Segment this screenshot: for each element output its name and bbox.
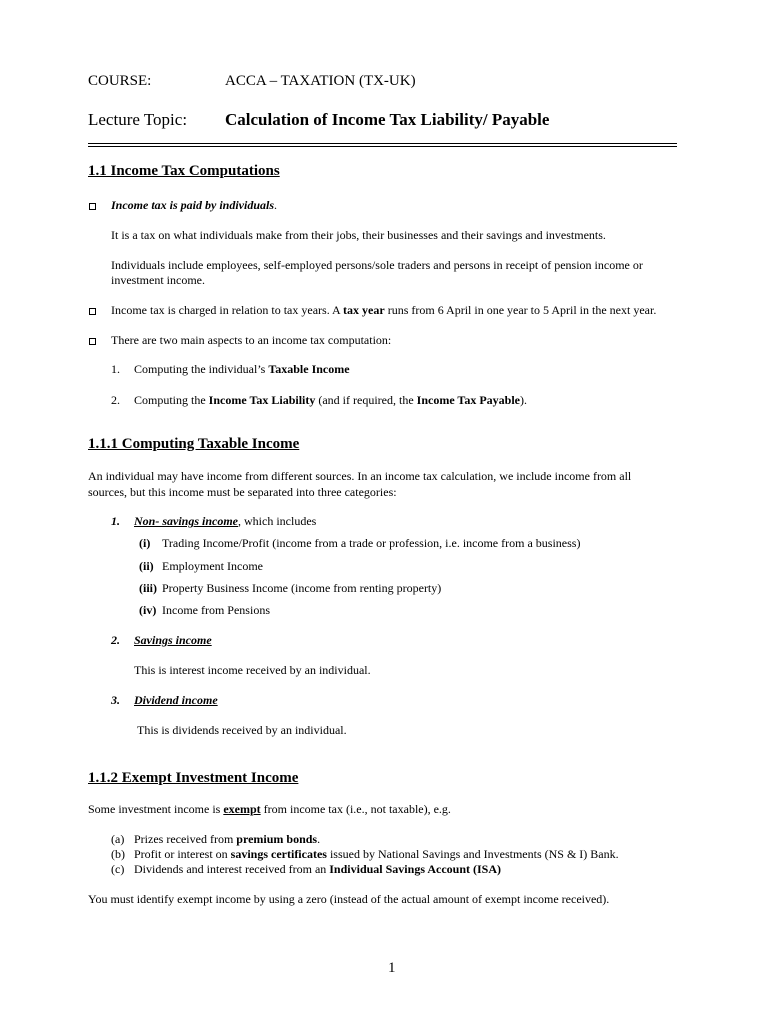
sub-item-employment-income: Employment Income xyxy=(162,559,263,573)
paragraph-sources-line2: sources, but this income must be separated into three categories: xyxy=(88,485,397,499)
category-number: 2. xyxy=(111,633,120,647)
savings-income-description: This is interest income received by an individual. xyxy=(134,663,371,677)
exempt-item-premium-bonds: Prizes received from premium bonds. xyxy=(134,832,321,846)
dividend-income-description: This is dividends received by an individual. xyxy=(137,723,347,737)
sub-item-number: (i) xyxy=(139,536,151,550)
category-non-savings-income: Non- savings income, which includes xyxy=(134,514,317,528)
paragraph-tax-definition: It is a tax on what individuals make from their jobs, their businesses and their savings and investments. xyxy=(111,228,606,242)
lecture-topic-value: Calculation of Income Tax Liability/ Payable xyxy=(225,110,550,129)
checkbox-bullet-icon xyxy=(89,338,96,345)
section-heading-computing-taxable-income: 1.1.1 Computing Taxable Income xyxy=(88,436,300,452)
paragraph-exempt-zero: You must identify exempt income by using a zero (instead of the actual amount of exempt income received). xyxy=(88,892,610,906)
exempt-item-letter: (c) xyxy=(111,862,125,876)
header-rule-bottom xyxy=(88,146,677,147)
exempt-item-letter: (b) xyxy=(111,847,125,861)
bullet-two-aspects: There are two main aspects to an income tax computation: xyxy=(111,333,392,347)
course-value: ACCA – TAXATION (TX-UK) xyxy=(225,73,416,89)
section-heading-income-tax-computations: 1.1 Income Tax Computations xyxy=(88,163,280,179)
exempt-item-isa: Dividends and interest received from an Individual Savings Account (ISA) xyxy=(134,862,501,876)
lecture-topic-label: Lecture Topic: xyxy=(88,110,188,129)
section-heading-exempt-investment-income: 1.1.2 Exempt Investment Income xyxy=(88,770,299,786)
bullet-paid-by-individuals: Income tax is paid by individuals. xyxy=(111,198,278,212)
category-dividend-income: Dividend income xyxy=(134,693,218,707)
sub-item-number: (iv) xyxy=(139,603,157,617)
sub-item-number: (iii) xyxy=(139,581,157,595)
sub-item-trading-income: Trading Income/Profit (income from a trade or profession, i.e. income from a business) xyxy=(162,536,581,550)
list-number: 1. xyxy=(111,362,120,376)
paragraph-individuals-line2: investment income. xyxy=(111,273,205,287)
category-savings-income: Savings income xyxy=(134,633,212,647)
sub-item-number: (ii) xyxy=(139,559,154,573)
category-number: 3. xyxy=(111,693,120,707)
category-number: 1. xyxy=(111,514,120,528)
page-number: 1 xyxy=(388,960,396,976)
exempt-item-letter: (a) xyxy=(111,832,125,846)
paragraph-exempt-intro: Some investment income is exempt from income tax (i.e., not taxable), e.g. xyxy=(88,802,451,816)
list-number: 2. xyxy=(111,393,120,407)
paragraph-sources-line1: An individual may have income from different sources. In an income tax calculation, we include income from all xyxy=(88,469,632,483)
list-item-taxable-income: Computing the individual’s Taxable Income xyxy=(134,362,350,376)
paragraph-individuals-line1: Individuals include employees, self-employed persons/sole traders and persons in receipt of pension income or xyxy=(111,258,643,272)
list-item-tax-liability: Computing the Income Tax Liability (and if required, the Income Tax Payable). xyxy=(134,393,527,407)
bullet-tax-year: Income tax is charged in relation to tax years. A tax year runs from 6 April in one year to 5 April in the next year. xyxy=(111,303,657,317)
exempt-item-savings-certificates: Profit or interest on savings certificates issued by National Savings and Investments (NS & I) Bank. xyxy=(134,847,619,861)
sub-item-pension-income: Income from Pensions xyxy=(162,603,270,617)
checkbox-bullet-icon xyxy=(89,308,96,315)
course-label: COURSE: xyxy=(88,73,152,89)
header-rule-top xyxy=(88,143,677,144)
checkbox-bullet-icon xyxy=(89,203,96,210)
sub-item-property-income: Property Business Income (income from renting property) xyxy=(162,581,442,595)
